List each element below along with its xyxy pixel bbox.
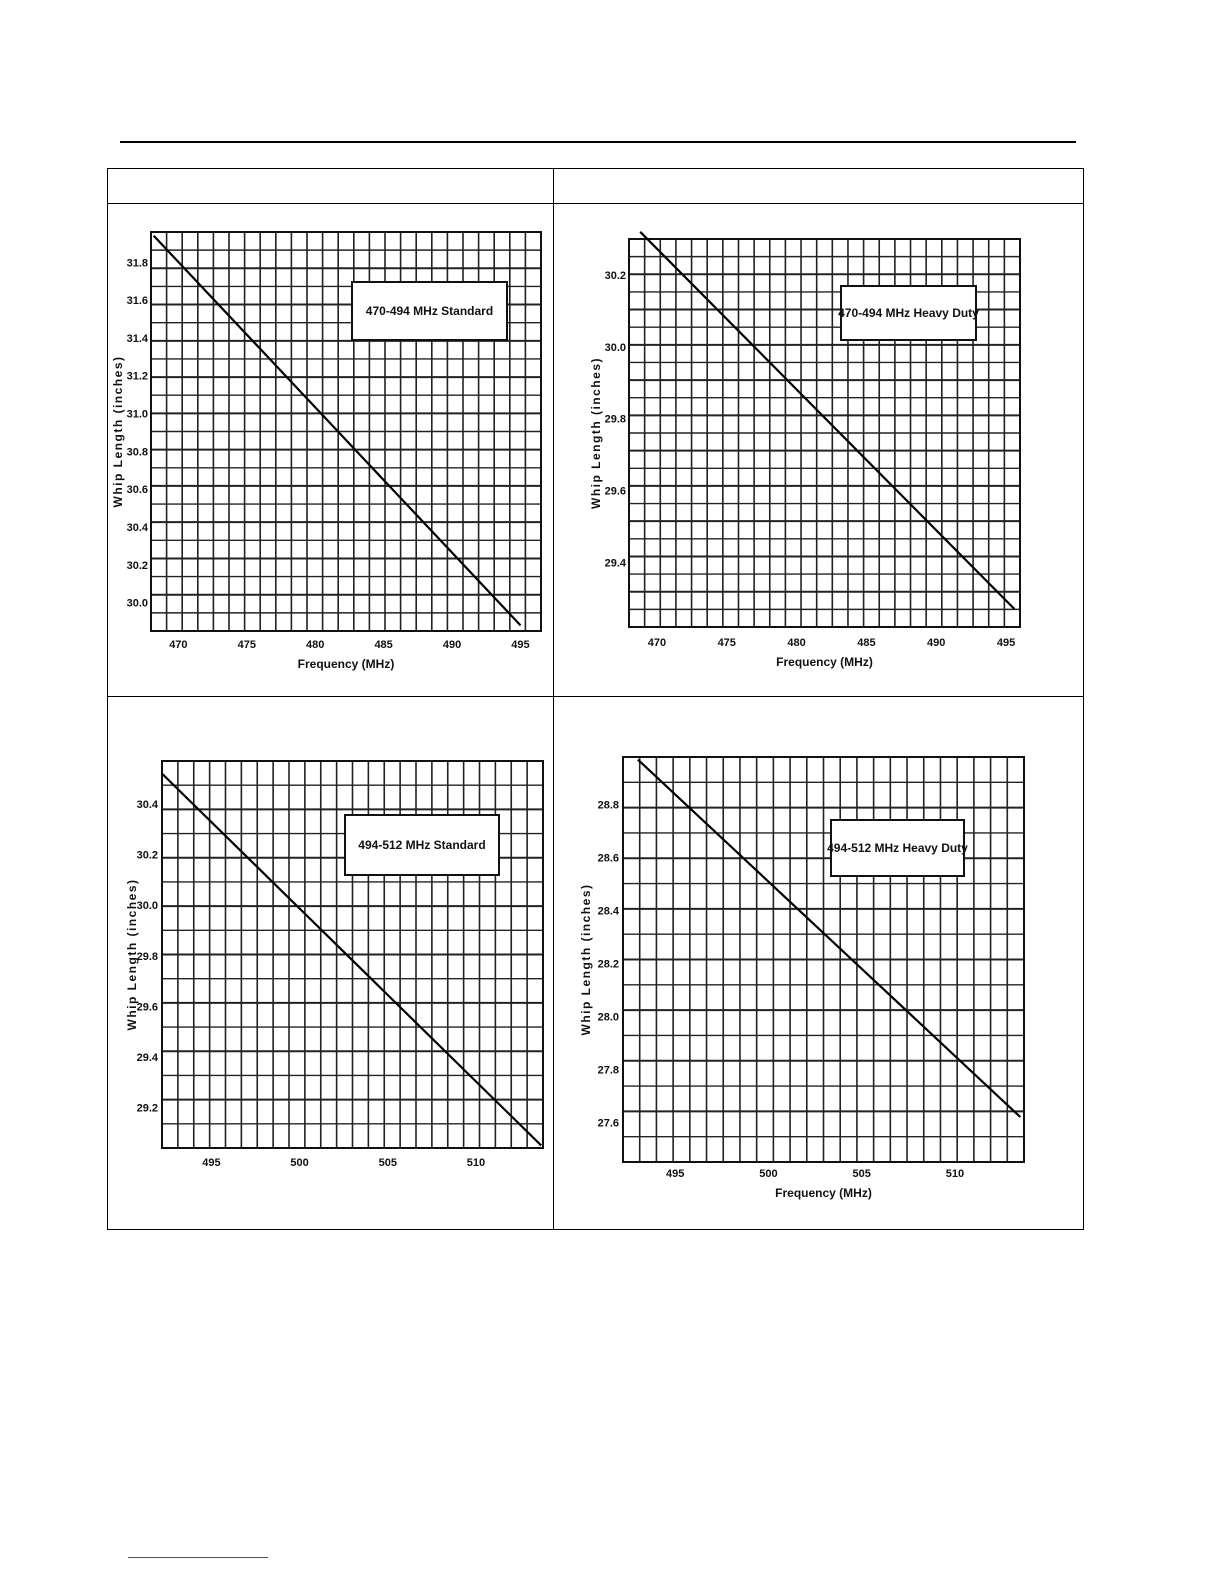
y-tick-label: 31.8 <box>126 257 148 270</box>
x-tick-label: 480 <box>787 637 806 649</box>
y-tick-label: 30.2 <box>604 269 626 282</box>
x-tick-label: 470 <box>169 639 188 651</box>
y-axis-label: Whip Length (inches) <box>589 357 603 509</box>
x-tick-label: 510 <box>945 1168 965 1180</box>
x-tick-label: 495 <box>996 637 1016 649</box>
x-tick-label: 495 <box>511 639 530 651</box>
legend-label: 470-494 MHz Standard <box>365 304 494 318</box>
y-tick-label: 28.0 <box>597 1011 619 1024</box>
y-tick-label: 30.2 <box>126 559 148 572</box>
y-tick-label: 29.8 <box>604 413 626 426</box>
chart-table <box>107 168 1084 1230</box>
x-tick-label: 500 <box>759 1168 778 1180</box>
y-tick-label: 31.6 <box>126 295 148 308</box>
series-line <box>638 760 1020 1117</box>
y-tick-label: 31.2 <box>126 370 148 383</box>
y-axis-label: Whip Length (inches) <box>125 878 139 1031</box>
x-tick-label: 495 <box>202 1157 221 1169</box>
y-tick-label: 28.8 <box>597 799 619 812</box>
y-tick-label: 31.4 <box>126 332 148 345</box>
x-axis-label: Frequency (MHz) <box>776 655 873 669</box>
legend-label: 494-512 MHz Heavy Duty <box>827 841 968 855</box>
y-tick-label: 30.2 <box>136 849 158 862</box>
chart-494-512-standard <box>108 697 553 1229</box>
y-tick-label: 27.6 <box>597 1117 619 1130</box>
x-tick-label: 490 <box>442 639 462 651</box>
chart-470-494-heavy-duty <box>554 204 1083 696</box>
y-tick-label: 28.2 <box>597 958 619 971</box>
y-tick-label: 30.0 <box>136 900 158 913</box>
table-header-cell-right <box>554 169 1084 204</box>
y-tick-label: 29.4 <box>604 557 626 570</box>
header-rule <box>120 141 1076 143</box>
x-axis-label: Frequency (MHz) <box>775 1186 872 1200</box>
y-tick-label: 29.8 <box>136 950 158 963</box>
y-tick-label: 30.6 <box>126 484 148 497</box>
x-tick-label: 485 <box>374 639 393 651</box>
footer-link-underline <box>128 1557 268 1558</box>
y-tick-label: 28.4 <box>597 905 619 918</box>
y-tick-label: 28.6 <box>597 852 619 865</box>
y-axis-label: Whip Length (inches) <box>579 883 593 1036</box>
y-tick-label: 29.2 <box>136 1102 158 1115</box>
chart-cell-2 <box>554 204 1084 697</box>
y-tick-label: 27.8 <box>597 1064 619 1077</box>
y-tick-label: 29.6 <box>604 485 626 498</box>
y-tick-label: 31.0 <box>126 408 148 421</box>
x-tick-label: 510 <box>466 1157 486 1169</box>
y-tick-label: 30.8 <box>126 446 148 459</box>
x-tick-label: 500 <box>290 1157 309 1169</box>
x-tick-label: 480 <box>306 639 325 651</box>
y-tick-label: 30.0 <box>604 341 626 354</box>
y-tick-label: 30.4 <box>126 521 148 534</box>
legend-label: 470-494 MHz Heavy Duty <box>838 306 979 320</box>
legend-label: 494-512 MHz Standard <box>358 838 486 852</box>
x-axis-label: Frequency (MHz) <box>297 657 395 671</box>
chart-470-494-standard <box>108 204 553 696</box>
y-tick-label: 29.6 <box>136 1001 158 1014</box>
y-tick-label: 29.4 <box>136 1051 158 1064</box>
chart-cell-3 <box>108 697 554 1230</box>
x-tick-label: 495 <box>666 1168 685 1180</box>
x-tick-label: 485 <box>857 637 876 649</box>
chart-cell-4 <box>554 697 1084 1230</box>
table-header-cell-left <box>108 169 554 204</box>
y-axis-label: Whip Length (inches) <box>111 355 125 508</box>
y-tick-label: 30.4 <box>136 799 158 811</box>
x-tick-label: 505 <box>852 1168 871 1180</box>
chart-494-512-heavy-duty <box>554 697 1083 1229</box>
x-tick-label: 475 <box>237 639 256 651</box>
x-tick-label: 475 <box>717 637 736 649</box>
chart-cell-1 <box>108 204 554 697</box>
x-tick-label: 505 <box>378 1157 397 1169</box>
x-tick-label: 490 <box>927 637 946 649</box>
y-tick-label: 30.0 <box>126 597 148 610</box>
x-tick-label: 470 <box>647 637 667 649</box>
